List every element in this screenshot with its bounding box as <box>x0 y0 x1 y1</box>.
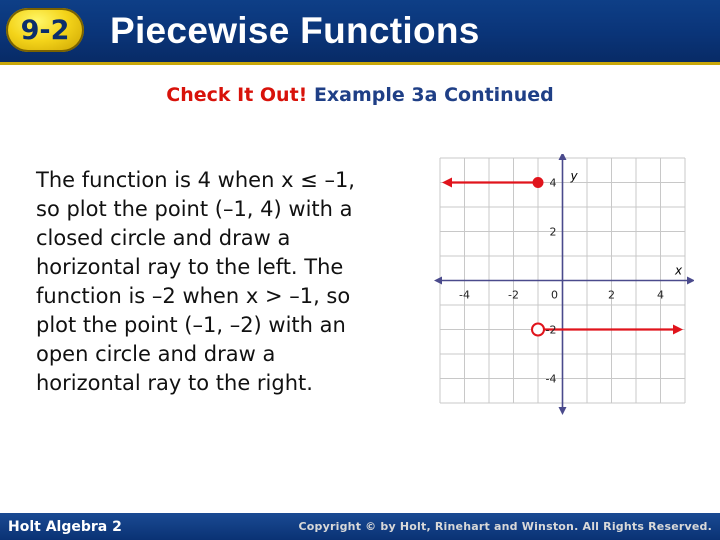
x-tick-label: 4 <box>657 288 664 302</box>
explanation-line: closed circle and draw a <box>36 226 291 250</box>
x-tick-label: -2 <box>508 288 519 302</box>
y-tick-label: 4 <box>549 176 557 190</box>
check-it-out-label: Check It Out! <box>166 84 308 106</box>
graph-labels <box>459 169 683 386</box>
header-bar <box>0 0 720 65</box>
y-axis-label: y <box>570 169 578 183</box>
graph-axes <box>434 154 694 415</box>
explanation-line: horizontal ray to the right. <box>36 371 313 395</box>
ray-left-arrow <box>442 178 452 188</box>
y-tick-label: -4 <box>545 372 557 386</box>
explanation-line: horizontal ray to the left. The <box>36 255 344 279</box>
explanation-line: plot the point (–1, –2) with an <box>36 313 346 337</box>
y-tick-label: 2 <box>549 225 557 239</box>
footer-bar <box>0 513 720 540</box>
open-circle-point <box>532 324 544 336</box>
y-tick-label: -2 <box>545 323 557 337</box>
explanation-text <box>36 166 436 398</box>
copyright-notice: Copyright © by Holt, Rinehart and Winston. All Rights Reserved. <box>298 520 712 533</box>
x-axis-label: x <box>675 263 683 278</box>
piecewise-graph <box>434 154 694 430</box>
x-axis-arrow <box>687 277 694 285</box>
y-axis-arrow <box>559 154 567 160</box>
x-tick-label: 0 <box>551 288 558 302</box>
page-title: Piecewise Functions <box>110 10 480 51</box>
book-title: Holt Algebra 2 <box>8 519 122 535</box>
explanation-line: function is –2 when x > –1, so <box>36 284 351 308</box>
closed-circle-point <box>533 178 543 188</box>
x-tick-label: -4 <box>459 288 470 302</box>
x-tick-label: 2 <box>608 288 615 302</box>
explanation-line: so plot the point (–1, 4) with a <box>36 197 353 221</box>
explanation-line: open circle and draw a <box>36 342 276 366</box>
example-label: Example 3a Continued <box>307 84 554 106</box>
lesson-badge: 9-2 <box>6 8 84 52</box>
explanation-line: The function is 4 when x ≤ –1, <box>36 168 355 192</box>
example-heading <box>0 84 720 106</box>
y-axis-arrow <box>559 407 567 415</box>
ray-right-arrow <box>673 325 683 335</box>
x-axis-arrow <box>434 277 442 285</box>
